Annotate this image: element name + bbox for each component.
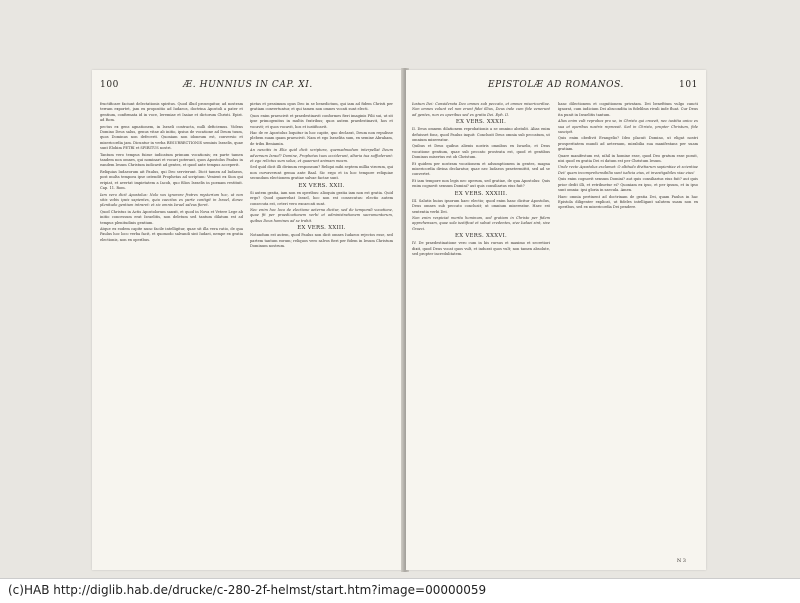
verse-heading: EX VERS. XXXVI. [454,233,508,240]
running-title: Æ. HUNNIUS IN CAP. XI. [183,80,313,90]
right-page-header [414,80,698,94]
paragraph: Non enim respiciat merita hominum, sed gratiam in Christo per fidem apprehensam, quae sola iustificat et salvat credentes, sive Iudaei sint, sive Graeci. [412,215,550,231]
left-page [92,70,404,570]
paragraph: Haec omnia pertinent ad doctrinam de gratia Dei, quam Paulus in hac Epistola diligenter explicat, ut fideles intelligant salutem suam non ex operibus, sed ex misericordia Dei pendere. [558,194,698,210]
paragraph: hanc dilectionem et cognitionem privatam. Dei benefitum vulgo cuncti ignorat, cum iudicium Dei abscondita in fidelibus rivuli inde fluat. Cur Deus ita punit in Israelitis tantum. [558,102,698,117]
paragraph: Quis enim obedivit Evangelio? Ideo placuit Domino, ut eligat nostri prosperitatem mundi ad aeternum, mirabilia sua manifestans per suam gratiam. [558,136,698,152]
paragraph: IV. De praedestinatione vero cum in his rursus et maximo et secretiori dixit, quod Deus vocat quos vult, et indurat quos vult; non tamen absolute, sed propter incredulitatem. [412,241,550,256]
paragraph: pietas et pessimum opus Deo in se benedictum, qui iam ad fidem Christi per gratiam convertuntur, et qui tamen non omnes vocati sunt electi. [250,102,393,112]
paragraph: pectus ex gens agnationem, in Israeli contracta, nulli deficiemus. Videns Domino Deus salus, genus vitae ab initio, ipsius de vocatione ad Deum tuum, quos Dominus non defecerit. Quoniam non idoneum est, conversio et misericordia jam. Dicuntur in verba RESURRECTIONIS seminis Israelis, quae sunt Elohim PETRI et SPIRITUS nostri. [100,124,243,151]
left-column-b [250,102,393,550]
verse-heading: EX VERS. XXXIII. [454,190,508,197]
source-url[interactable]: (c)HAB http://diglib.hab.de/drucke/c-280-2f-helmst/start.htm?image=00000059 [8,583,487,597]
paragraph: Atque ex eodem capite nunc facile intelligitur, quae sit illa vera ratio, de qua Paulus hoc loco verba facit, et quomodo salvandi sint Iudaei, nempe ex gratia electionis, non ex operibus. [100,226,243,242]
paragraph: An nescitis in Elia quid dicit scriptura, quemadmodum interpellat Deum adversum Israel? Domine, Prophetas tuos occiderunt, altaria tua suffoderunt: et ego relictus sum solus, et quaerunt animam meam. [250,148,393,164]
running-title: EPISTOLÆ AD ROMANOS. [488,80,624,90]
paragraph: Et iam tempore non legis nec operum, sed gratiae, de qua Apostolus: Quis enim cognovit sensum Domini? aut quis consiliarius eius fuit? [412,178,550,189]
paragraph: II. Deus omnem dilationem reprobationis a se omnino abstulit. Alias enim defuisset fons, quod Paulus inquit: Conclusit Deus omnia sub peccatum, ut omnium misereatur. [412,127,550,143]
paragraph: Iustum Dei: Considerata Deo omnes sub peccato, et omnes misericordiae. Non omnes volunt vel non erunt fidei illius, Deus inde cum fide venerunt ad gentes, non ex operibus sed ex gratia Dei. Eph. II. [412,102,550,117]
paragraph: Quos enim praescivit et praedestinavit conformes fieri imaginis Filii sui, ut sit ipse primogenitus in multis fratribus; quos autem praedestinavit, hos et vocavit; et quos vocavit, hos et iustificavit. [250,113,393,129]
paragraph: Nec enim hoc loco de electione aeterna dicitur, sed de temporali vocatione, quae fit per praedicationem verbi et administrationem sacramentorum, quibus Deus homines ad se trahit. [250,207,393,223]
paragraph: Quis enim cognovit sensum Domini? aut quis consiliarius eius fuit? aut quis prior dedit illi, et retribuetur ei? Quoniam ex ipso, et per ipsum, et in ipso sunt omnia: ipsi gloria in saecula. Amen. [558,177,698,193]
signature-mark: N 3 [676,558,686,564]
paragraph: Quare manifestum est, nihil in homine esse, quod Deo gratum esse possit, nisi quod ex gratia Dei ei datum est per Christum Iesum. [558,153,698,164]
left-page-header [100,80,396,94]
paragraph: Hac de re Apostolus loquitur in hoc capite, quo declarat, Deum non repulisse plebem suam quam praescivit. Nam et ego Israelita sum, ex semine Abraham, de tribu Beniamin. [250,131,393,146]
paragraph: Reliquias Iudaeorum ait Paulus, qui Deo servierunt. Dicit tamen ad Iudaeos, post multa tempora ipse ostendit Prophetas ad scriptum: Venient ex Sion qui eripiat, et avertat impietatem a Iacob, quo filios Israelis in poenam restituit. Cap. 11. Rom. [100,169,243,191]
paragraph: Et quidem per nostram vocationem et adsumptionem in gentes, magna misericordia divina declaratur, quae nec Iudaeos praetermittit, sed ad se convertet. [412,161,550,177]
page-number: 101 [679,80,698,90]
verse-heading: EX VERS. XXII. [298,182,345,189]
paragraph: Unde recte Apostolus exclamat: O altitudo divitiarum sapientiae et scientiae Dei! quam incomprehensibilia sunt iudicia eius, et investigabiles viae eius! [558,165,698,175]
verse-heading: EX VERS. XXXII. [455,119,507,126]
paragraph: Sed quid dicit illi divinum responsum? Reliqui mihi septem millia virorum, qui non curvaverunt genua ante Baal. Sic ergo et in hoc tempore reliquiae secundum electionem gratiae salvae factae sunt. [250,165,393,181]
paragraph: III. Salutis huius ipsorum haec electio; quod enim hanc dicitur Apostolus, Deus omnes sub peccato conclusit; ut omnium misereatur. Haec est sententia verbi Dei. [412,198,550,214]
source-footer [0,578,800,603]
page-number: 100 [100,80,119,90]
paragraph: Tantum vero tempus fuisse iudicatum primum vocationis; ex parte tamen tandem non omnes, qui nominari et vocari poterant, quos Apostolus Paulus in eandem Iesum Christum iudicavit ad gentes, et quod ante tempus acceperit. [100,152,243,168]
paragraph: Quibus et Deus quibus alienis nostris omnibus ex Israelis, et Deus vocatione gentium, quae sub peccato prostrata est, quod et gentibus Dominus misertus est ob Christum. [412,144,550,160]
left-column-a [100,102,243,550]
right-column-b [558,102,698,550]
paragraph: Iam vero dicit Apostolus: Nolo vos ignorare fratres mysterium hoc, ut non sitis vobis ipsis sapientes, quia caecitas ex parte contigit in Israel, donec plenitudo gentium intraret: et sic omnis Israel salvus fieret. [100,192,243,208]
paragraph: Quod Christus in Actis Apostolorum sanxit, et quod in Nova et Vetere Lege ab initio concessum erat Israelitis, non deletum sed tantum dilatum est ad tempus plenitudinis gentium. [100,209,243,225]
paragraph: Notandum est autem, quod Paulus non dicit omnes Iudaeos rejectos esse, sed partem tantum eorum; reliquos vero salvos fieri per fidem in Iesum Christum Dominum nostrum. [250,233,393,248]
right-column-a [412,102,550,550]
right-page [406,70,706,570]
paragraph: Si autem gratia, iam non ex operibus: alioquin gratia iam non est gratia. Quid ergo? Quod quaerebat Israel, hoc non est consecutus: electio autem consecuta est, ceteri vero excaecati sunt. [250,190,393,206]
paragraph: fructificare faciunt delectationis spiritus. Quod illud prosequitur, ad nostram terram exportet, jam ex propositio ad Iudaeos, doctrina Apostoli a pater et gentium, confirmata id in voce, Ieremiae et Isaiae et dictorum Christi. Epist. ad Rom. [100,102,243,123]
paragraph: Alios enim vult reprobos pro se, in Christo qui creavit, nec iustitia unico ex sua et operibus nostris repressit. Sed in Christo, propter Christum, fide suscipit. [558,119,698,135]
verse-heading: EX VERS. XXIII. [297,225,346,232]
